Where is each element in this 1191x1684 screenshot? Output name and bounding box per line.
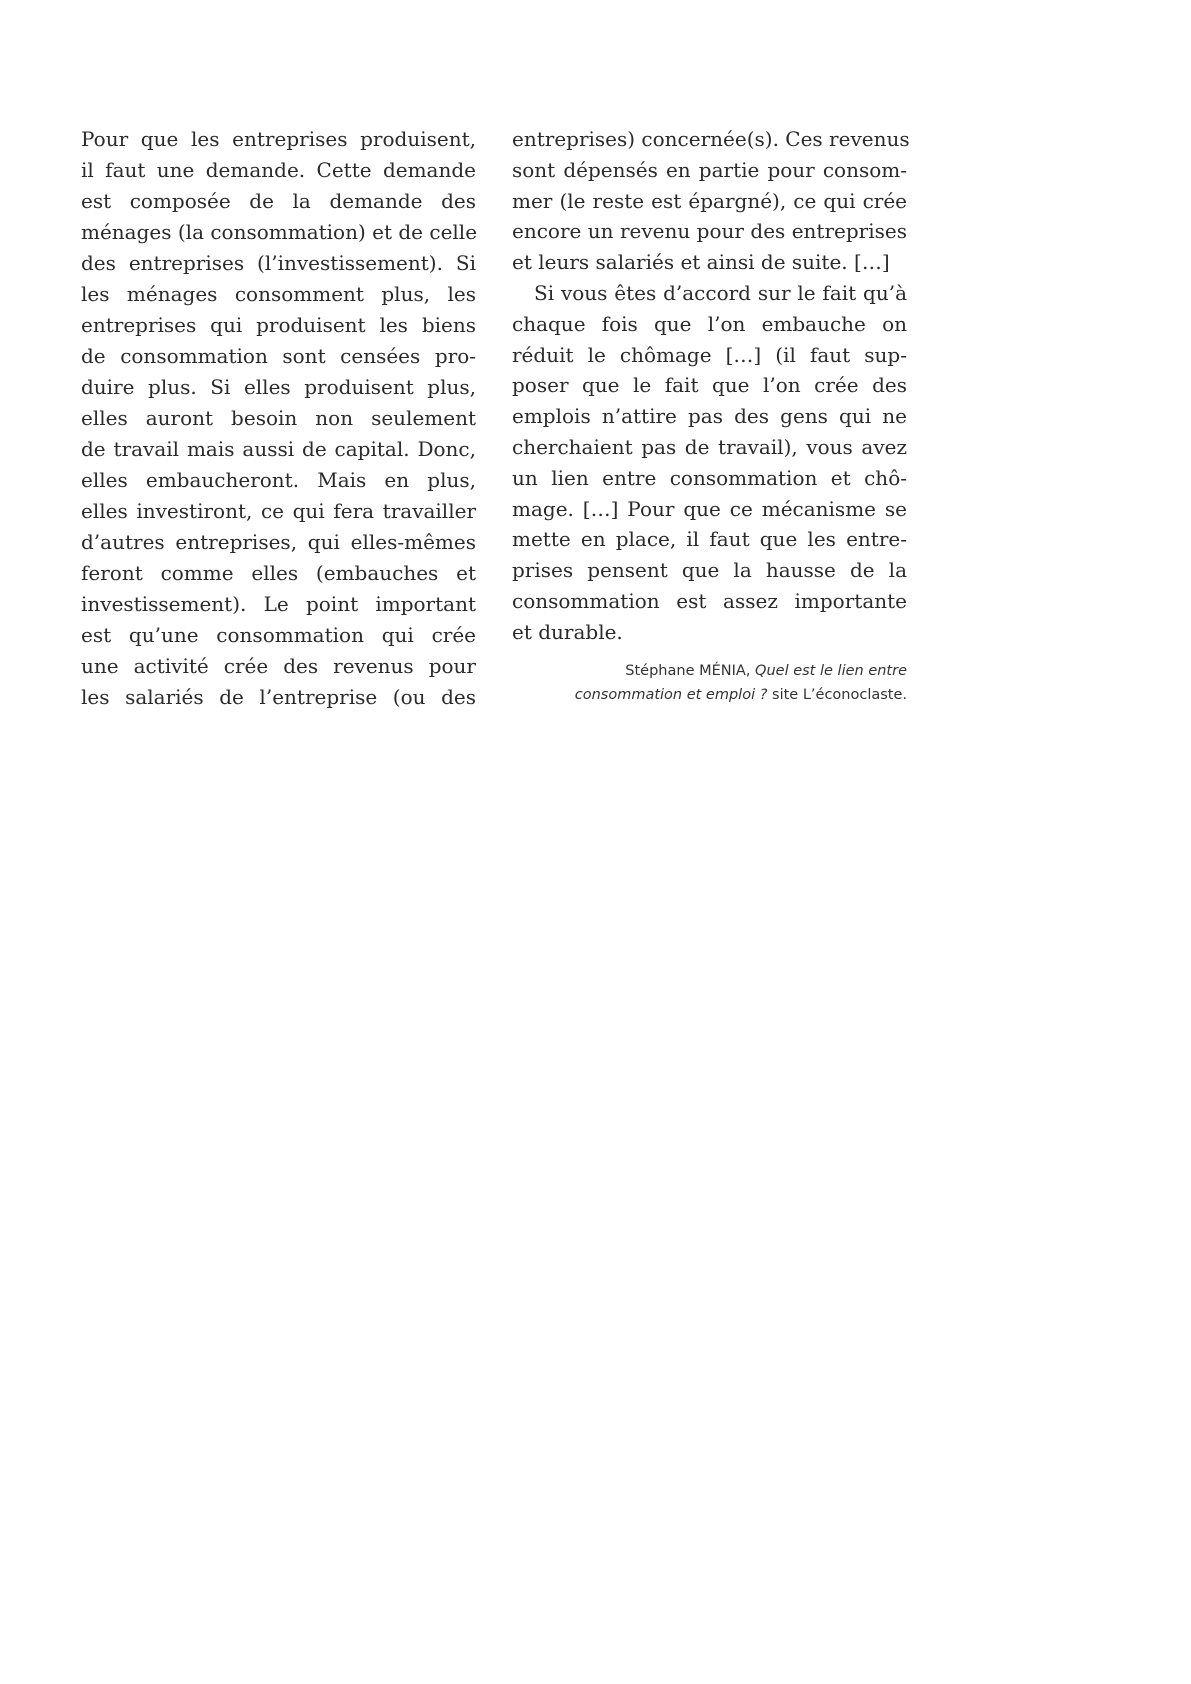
attribution (512, 659, 907, 707)
attribution-line-1 (512, 659, 907, 683)
text-line: emplois n’attire pas des gens qui ne (512, 404, 907, 429)
text-line: encore un revenu pour des entreprises (512, 219, 907, 244)
text-line: feront comme elles (embauches et (81, 561, 476, 585)
text-line: un lien entre consommation et chô- (512, 465, 907, 490)
text-line: elles auront besoin non seulement (81, 406, 476, 430)
text-line: ménages (la consommation) et de celle (81, 220, 478, 244)
text-line: mage. […] Pour que ce mécanisme se (512, 496, 907, 521)
text-line: des entreprises (l’investissement). Si (81, 251, 476, 275)
text-line: poser que le fait que l’on crée des (512, 373, 907, 398)
article-title-part2: consommation et emploi ? (574, 687, 768, 703)
text-line: de travail mais aussi de capital. Donc, (81, 437, 476, 461)
text-line: Si vous êtes d’accord sur le fait qu’à (534, 280, 907, 305)
text-line: les salariés de l’entreprise (ou des (81, 685, 476, 709)
text-line: duire plus. Si elles produisent plus, (81, 375, 476, 399)
text-line: prises pensent que la hausse de la (512, 558, 907, 583)
attribution-line-2 (512, 683, 907, 707)
text-line: les ménages consomment plus, les (81, 282, 476, 306)
text-line: consommation est assez importante (512, 588, 907, 613)
left-column (81, 124, 476, 713)
text-line: Pour que les entreprises produisent, (81, 127, 476, 151)
text-line: entreprises) concernée(s). Ces revenus (512, 127, 910, 151)
text-line: mer (le reste est épargné), ce qui crée (512, 188, 907, 213)
text-line: elles embaucheront. Mais en plus, (81, 468, 476, 492)
text-line: est composée de la demande des (81, 189, 476, 213)
text-line: d’autres entreprises, qui elles-mêmes (81, 530, 476, 554)
right-column (512, 124, 910, 648)
text-line: et leurs salariés et ainsi de suite. […] (512, 250, 890, 275)
text-line: réduit le chômage […] (il faut sup- (512, 342, 907, 367)
text-line: elles investiront, ce qui fera travailler (81, 499, 476, 523)
text-line: cherchaient pas de travail), vous avez (512, 434, 907, 459)
text-line: sont dépensés en partie pour consom- (512, 157, 907, 182)
text-line: chaque fois que l’on embauche on (512, 311, 907, 336)
source: site L’éconoclaste. (772, 687, 907, 703)
text-line: une activité crée des revenus pour (81, 654, 476, 678)
text-line: entreprises qui produisent les biens (81, 313, 476, 337)
text-line: mette en place, il faut que les entre- (512, 527, 907, 552)
text-line: et durable. (512, 619, 623, 644)
text-line: investissement). Le point important (81, 592, 476, 616)
text-line: est qu’une consommation qui crée (81, 623, 476, 647)
text-line: il faut une demande. Cette demande (81, 158, 476, 182)
author: Stéphane MÉNIA, (625, 663, 751, 679)
article-title-part1: Quel est le lien entre (755, 663, 907, 679)
text-line: de consommation sont censées pro- (81, 344, 476, 368)
